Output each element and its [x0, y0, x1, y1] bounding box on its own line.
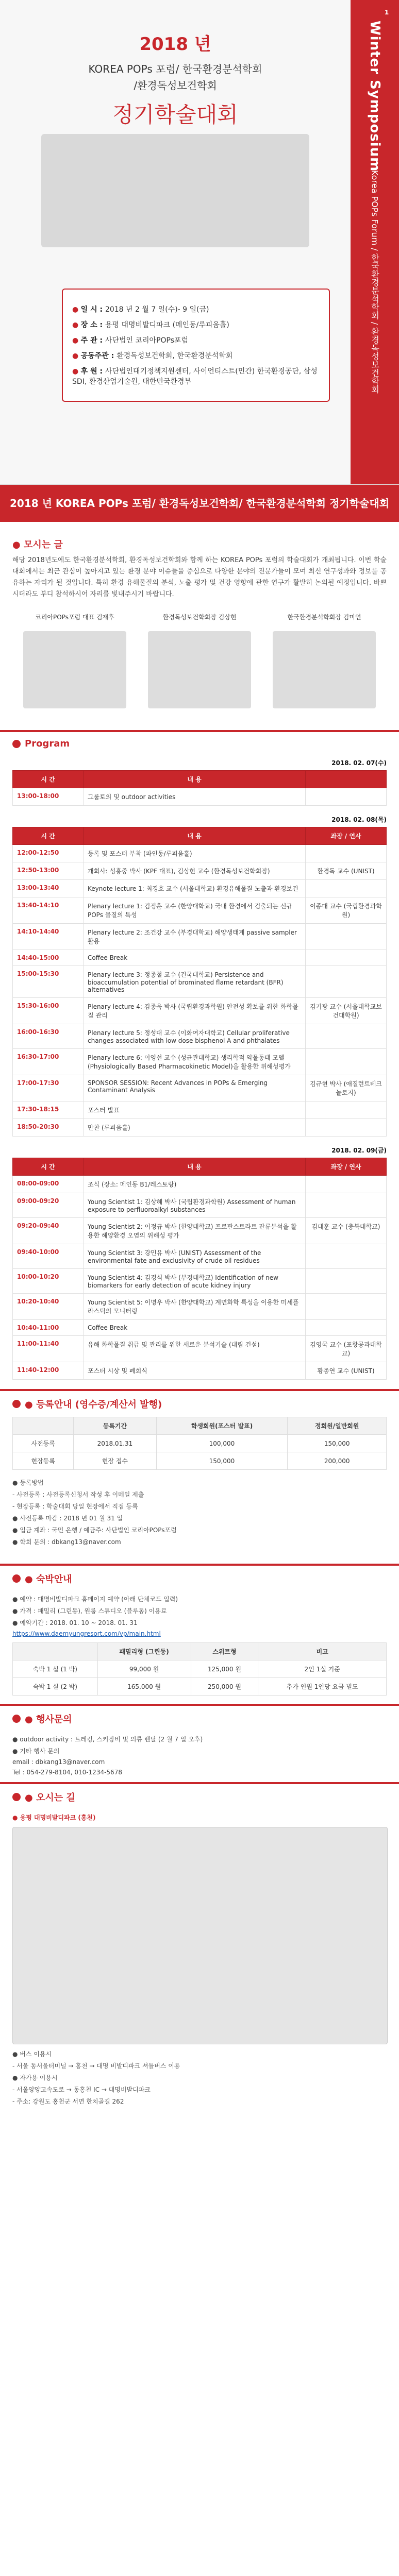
contact-line: ● outdoor activity : 트레킹, 스키장비 및 의류 렌탈 (2 월 7 일 오후) [12, 1736, 203, 1743]
registration-label: ● 등록안내 (영수증/계산서 발행) [25, 1399, 162, 1411]
room-header: 비고 [258, 1643, 387, 1660]
registration-note: - 사전등록 : 사전등록신청서 작성 후 이메일 제출 [12, 1491, 144, 1499]
schedule-speaker [306, 1049, 387, 1075]
schedule-time: 15:00-15:30 [13, 966, 84, 998]
person-photo [148, 631, 251, 708]
cover-info [62, 289, 330, 402]
schedule-time: 13:40-14:10 [13, 897, 84, 924]
fee-cell: 현장 접수 [74, 1452, 156, 1470]
schedule-content: 포스터 발표 [84, 1101, 306, 1119]
bullet-icon: ● [72, 321, 81, 329]
room-cell: 숙박 1 실 (2 박) [13, 1678, 98, 1696]
schedule-content: Plenary lecture 6: 이영선 교수 (성균관대학교) 생리학적 약물동태 모델 (Physiologically Based Pharmacokinetic Model)을 활용한 위해성평가 [84, 1049, 306, 1075]
schedule-row [13, 966, 387, 998]
room-cell: 추가 인원 1인당 요금 별도 [258, 1678, 387, 1696]
schedule-header: 내 용 [84, 1158, 306, 1176]
fee-cell: 사전등록 [13, 1435, 74, 1452]
schedule-time: 12:00-12:50 [13, 845, 84, 862]
fee-cell: 100,000 [156, 1435, 288, 1452]
person-photo [23, 631, 126, 708]
person-card [273, 613, 376, 708]
stripe-title: Winter Symposium [367, 21, 383, 172]
cover-year: 2018 년 [139, 34, 211, 55]
cover-info-label: 일 시 : [80, 306, 105, 314]
schedule-time: 16:30-17:00 [13, 1049, 84, 1075]
fee-header [13, 1417, 74, 1435]
schedule-speaker [306, 1176, 387, 1193]
contact [0, 1704, 399, 1776]
schedule-time: 13:00-13:40 [13, 880, 84, 897]
fee-cell: 200,000 [288, 1452, 387, 1470]
schedule-content: Plenary lecture 3: 정종철 교수 (건국대학교) Persistence and bioaccumulation potential of brominated flame retardant (BFR) alternatives [84, 966, 306, 998]
fee-header: 등록기간 [74, 1417, 156, 1435]
registration-note: ● 학회 문의 : dbkang13@naver.com [12, 1538, 121, 1546]
day2-date: 2018. 02. 08(목) [331, 816, 387, 824]
direction-line: - 서울 동서울터미널 → 홍천 → 대명 비발디파크 셔틀버스 이용 [12, 2062, 180, 2070]
contact-line: Tel : 054-279-8104, 010-1234-5678 [12, 1769, 122, 1776]
room-table [12, 1642, 387, 1696]
schedule-header: 좌장 / 연사 [306, 1158, 387, 1176]
fee-cell: 2018.01.31 [74, 1435, 156, 1452]
schedule-content: Young Scientist 5: 이명우 박사 (한양대학교) 계면화학 특성을 이용한 미세플라스틱의 모니터링 [84, 1294, 306, 1320]
registration-notes [0, 1478, 399, 1557]
schedule-speaker [306, 1244, 387, 1269]
schedule-time: 10:20-10:40 [13, 1294, 84, 1320]
schedule-content: Plenary lecture 4: 김종욱 박사 (국립환경과학원) 안전성 확보를 위한 화학물질 관리 [84, 998, 306, 1024]
schedule-content: Plenary lecture 2: 조건강 교수 (부경대학교) 해양생태계 passive sampler 활용 [84, 924, 306, 950]
room-row [13, 1660, 387, 1678]
schedule-time: 17:00-17:30 [13, 1075, 84, 1101]
person-caption: 코리아POPs포럼 대표 김재후 [35, 614, 114, 621]
schedule-row [13, 880, 387, 897]
bullet-icon: ● [72, 336, 81, 345]
fee-header: 학생회원(포스터 발표) [156, 1417, 288, 1435]
schedule-content: Young Scientist 4: 김경식 박사 (부경대학교) Identification of new biomarkers for early detection of acute kidney injury [84, 1269, 306, 1294]
schedule-row [13, 1362, 387, 1380]
schedule-content: Young Scientist 3: 강민유 박사 (UNIST) Assessment of the environmental fate and exclusivity of crude oil residues [84, 1244, 306, 1269]
schedule-speaker: 김대훈 교수 (충북대학교) [306, 1218, 387, 1244]
bullet-icon: ● [72, 367, 81, 376]
room-header: 패밀리형 (그린동) [97, 1643, 191, 1660]
cover-stripe [351, 0, 399, 484]
cover-info-item [72, 319, 320, 330]
day2-table [12, 827, 387, 1137]
schedule-speaker [306, 1269, 387, 1294]
schedule-speaker [306, 1101, 387, 1119]
world-map [41, 134, 309, 247]
schedule-header: 좌장 / 연사 [306, 827, 387, 845]
schedule-row [13, 845, 387, 862]
schedule-row [13, 788, 387, 806]
cover [0, 0, 399, 485]
cover-info-item [72, 366, 320, 386]
stripe-sub: Korea POPs Forum / 한국환경분석학회 / 환경독성보건학회 [370, 170, 380, 394]
room-cell: 125,000 원 [191, 1660, 258, 1678]
person-card [148, 613, 251, 708]
schedule-content: SPONSOR SESSION: Recent Advances in POPs & Emerging Contaminant Analysis [84, 1075, 306, 1101]
accommodation-line: ● 예약 : 대명비발디파크 홈페이지 예약 (아래 단체코드 입력) [12, 1596, 178, 1603]
schedule-row [13, 1193, 387, 1218]
bullet-icon: ● [72, 306, 81, 314]
schedule-row [13, 998, 387, 1024]
room-row [13, 1678, 387, 1696]
direction-line: ● 버스 이용시 [12, 2050, 52, 2058]
day1-table [12, 770, 387, 806]
schedule-header: 시 간 [13, 1158, 84, 1176]
cover-info-value: 2018 년 2 월 7 일(수)- 9 일(금) [105, 306, 209, 314]
schedule-content: Young Scientist 1: 김상혜 박사 (국립환경과학원) Assessment of human exposure to perfluoroalkyl substances [84, 1193, 306, 1218]
schedule-time: 14:40-15:00 [13, 950, 84, 966]
direction-line: - 주소: 강원도 홍천군 서면 한치골길 262 [12, 2098, 124, 2106]
contact-icon [12, 1715, 21, 1723]
directions-subtitle: ● 용평 대명비발디파크 (홍천) [12, 1814, 96, 1822]
schedule-row [13, 950, 387, 966]
person-photo [273, 631, 376, 708]
invitation [0, 485, 399, 730]
accommodation [0, 1564, 399, 1696]
schedule-speaker: 김영국 교수 (포항공과대학교) [306, 1336, 387, 1362]
schedule-speaker [306, 845, 387, 862]
bullet-icon: ● [72, 352, 81, 360]
schedule-speaker: 이종대 교수 (국립환경과학원) [306, 897, 387, 924]
schedule-row [13, 1244, 387, 1269]
person-caption: 한국환경분석학회장 김미연 [287, 614, 361, 621]
schedule-row [13, 1101, 387, 1119]
schedule-time: 17:30-18:15 [13, 1101, 84, 1119]
schedule-time: 10:40-11:00 [13, 1320, 84, 1336]
room-cell: 2인 1실 기준 [258, 1660, 387, 1678]
fee-cell: 150,000 [156, 1452, 288, 1470]
schedule-speaker: 김기광 교수 (서울대학교보건대학원) [306, 998, 387, 1024]
day3-table [12, 1158, 387, 1380]
directions-icon [12, 1793, 21, 1801]
cover-info-value: 사단법인대기정책지원센터, 사이언티스트(민간) 한국환경공단, 삼성SDI, 환경산업기술원, 대한민국환경부 [72, 367, 318, 386]
schedule-speaker [306, 1294, 387, 1320]
program-label: Program [25, 738, 70, 750]
cover-info-label: 공동주관 : [80, 352, 117, 360]
schedule-content: 유해 화학물질 취급 및 관리를 위한 새로운 분석기술 (대림 건설) [84, 1336, 306, 1362]
schedule-speaker: 황종연 교수 (UNIST) [306, 1362, 387, 1380]
contact-line: email : dbkang13@naver.com [12, 1758, 105, 1766]
schedule-time: 09:40-10:00 [13, 1244, 84, 1269]
directions-label: ● 오시는 길 [25, 1792, 75, 1804]
direction-line: - 서울양양고속도로 → 동홍천 IC → 대명비발디파크 [12, 2086, 151, 2094]
schedule-content: 개회사: 성홍중 박사 (KPF 대표), 김상현 교수 (환경독성보건학회장) [84, 862, 306, 880]
program-icon [12, 740, 21, 748]
schedule-content: Keynote lecture 1: 최경호 교수 (서울대학교) 환경유해물질 노출과 환경보건 [84, 880, 306, 897]
directions [0, 1782, 399, 2121]
schedule-header: 내 용 [84, 827, 306, 845]
schedule-row [13, 1024, 387, 1049]
schedule-speaker [306, 1193, 387, 1218]
schedule-row [13, 1075, 387, 1101]
registration-note: ● 입금 계좌 : 국민 은행 / 예금주: 사단법인 코리아POPs포럼 [12, 1527, 177, 1534]
schedule-row [13, 1320, 387, 1336]
invite-paragraph: 해당 2018년도에도 한국환경분석학회, 환경독성보건학회와 함께 하는 KOREA POPs 포럼의 학술대회가 개최됩니다. 이번 학술대회에서는 최근 관심이 높아지고 있는 환경 분야 이슈들을 중심으로 다양한 분야의 전문가들이 모여 최신 연구성과와 정보를 공유하는 자리가 될 것입니다. 특히 환경 유해물질의 분석, 노출 평가 및 건강 영향에 관한 연구가 활발히 논의될 예정입니다. 바쁘시더라도 부디 참석하시어 자리를 빛내주시기 바랍니다. [12, 556, 387, 599]
fee-cell: 150,000 [288, 1435, 387, 1452]
schedule-row [13, 1176, 387, 1193]
fee-cell: 현장등록 [13, 1452, 74, 1470]
accommodation-label: ● 숙박안내 [25, 1574, 72, 1585]
schedule-time: 11:00-11:40 [13, 1336, 84, 1362]
room-header: 스위트형 [191, 1643, 258, 1660]
contact-label: ● 행사문의 [25, 1714, 72, 1725]
schedule-content: Young Scientist 2: 이정규 박사 (한양대학교) 프로판스트라트 잔류분석을 활용한 해양환경 오염의 위해성 평가 [84, 1218, 306, 1244]
schedule-time: 09:20-09:40 [13, 1218, 84, 1244]
cover-main [0, 0, 351, 484]
schedule-speaker [306, 966, 387, 998]
schedule-speaker [306, 1320, 387, 1336]
person-caption: 환경독성보건학회장 김상현 [162, 614, 237, 621]
accommodation-line: ● 가격 : 패밀리 (그린동), 원룸 스튜디오 (블루동) 이용료 [12, 1607, 167, 1615]
accommodation-line: ● 예약기간 : 2018. 01. 10 ~ 2018. 01. 31 [12, 1619, 138, 1627]
room-cell: 165,000 원 [97, 1678, 191, 1696]
schedule-time: 11:40-12:00 [13, 1362, 84, 1380]
schedule-time: 15:30-16:00 [13, 998, 84, 1024]
schedule-time: 14:10-14:40 [13, 924, 84, 950]
schedule-content: 조식 (장소: 메인동 B1/레스토랑) [84, 1176, 306, 1193]
schedule-header [306, 771, 387, 788]
schedule-row [13, 924, 387, 950]
directions-lines [0, 2049, 399, 2106]
day3-date: 2018. 02. 09(금) [331, 1147, 387, 1155]
schedule-time: 18:50-20:30 [13, 1119, 84, 1137]
direction-line: ● 자가용 이용시 [12, 2074, 58, 2082]
program [0, 730, 399, 1380]
schedule-header: 시 간 [13, 827, 84, 845]
schedule-content: 포스터 시상 및 폐회식 [84, 1362, 306, 1380]
schedule-time: 10:00-10:20 [13, 1269, 84, 1294]
schedule-content: 만찬 (루피움홀) [84, 1119, 306, 1137]
registration-note: - 현장등록 : 학술대회 당일 현장에서 직접 등록 [12, 1503, 138, 1511]
registration [0, 1389, 399, 1557]
accommodation-lines [0, 1595, 399, 1627]
cover-info-label: 장 소 : [80, 321, 105, 329]
schedule-time: 08:00-09:00 [13, 1176, 84, 1193]
cover-line1: KOREA POPs 포럼/ 한국환경분석학회 [88, 63, 262, 75]
room-header [13, 1643, 98, 1660]
schedule-row [13, 1119, 387, 1137]
schedule-time: 09:00-09:20 [13, 1193, 84, 1218]
schedule-time: 13:00-18:00 [13, 788, 84, 806]
schedule-header: 내 용 [84, 771, 306, 788]
cover-info-value: 용평 대명비발디파크 (메인동/루피움홀) [105, 321, 229, 329]
contact-lines [0, 1735, 399, 1776]
schedule-speaker: 환경독 교수 (UNIST) [306, 862, 387, 880]
schedule-speaker [306, 924, 387, 950]
fees-table [12, 1417, 387, 1470]
schedule-content: Plenary lecture 1: 김정훈 교수 (한양대학교) 국내 환경에서 검출되는 신규 POPs 물질의 특성 [84, 897, 306, 924]
cover-title: 정기학술대회 [112, 102, 238, 127]
schedule-row [13, 897, 387, 924]
accommodation-icon [12, 1574, 21, 1583]
schedule-row [13, 1218, 387, 1244]
fee-row [13, 1452, 387, 1470]
contact-line: ● 기타 행사 문의 [12, 1748, 60, 1755]
cover-info-value: 사단법인 코리아POPs포럼 [105, 336, 189, 345]
cover-info-item [72, 304, 320, 314]
schedule-content: Plenary lecture 5: 정성대 교수 (이화여자대학교) Cellular proliferative changes associated with low dose bisphenol A and phthalates [84, 1024, 306, 1049]
registration-note: ● 사전등록 마감 : 2018 년 01 월 31 일 [12, 1515, 123, 1522]
schedule-time: 16:00-16:30 [13, 1024, 84, 1049]
schedule-row [13, 862, 387, 880]
cover-info-item [72, 350, 320, 361]
schedule-row [13, 1294, 387, 1320]
schedule-content: Coffee Break [84, 1320, 306, 1336]
invite-title: ● 모시는 글 [12, 539, 63, 550]
booking-link[interactable]: https://www.daemyungresort.com/vp/main.html [12, 1630, 161, 1638]
room-cell: 숙박 1 실 (1 박) [13, 1660, 98, 1678]
schedule-content: Coffee Break [84, 950, 306, 966]
cover-info-label: 후 원 : [80, 367, 105, 376]
schedule-speaker [306, 950, 387, 966]
schedule-speaker [306, 1119, 387, 1137]
cover-line2: /환경독성보건학회 [134, 79, 217, 92]
schedule-content: 등록 및 포스터 부착 (파인동/루피움홀) [84, 845, 306, 862]
cover-info-value: 환경독성보건학회, 한국환경분석학회 [117, 352, 233, 360]
schedule-row [13, 1336, 387, 1362]
registration-note: ● 등록방법 [12, 1479, 44, 1487]
schedule-speaker: 김규현 박사 (애질런트테크놀로지) [306, 1075, 387, 1101]
schedule-row [13, 1049, 387, 1075]
invite-head: 2018 년 KOREA POPs 포럼/ 환경독성보건학회/ 한국환경분석학회 정기학술대회 [0, 485, 399, 522]
schedule-header: 시 간 [13, 771, 84, 788]
schedule-speaker [306, 1024, 387, 1049]
registration-icon [12, 1400, 21, 1408]
fee-row [13, 1435, 387, 1452]
schedule-speaker [306, 788, 387, 806]
day1-date: 2018. 02. 07(수) [331, 759, 387, 767]
schedule-time: 12:50-13:00 [13, 862, 84, 880]
schedule-speaker [306, 880, 387, 897]
person-card [23, 613, 126, 708]
page-badge-1: 1 [379, 5, 394, 20]
schedule-row [13, 1269, 387, 1294]
cover-info-item [72, 335, 320, 345]
directions-map [12, 1827, 388, 2044]
room-cell: 99,000 원 [97, 1660, 191, 1678]
fee-header: 정회원/일반회원 [288, 1417, 387, 1435]
cover-info-label: 주 관 : [80, 336, 105, 345]
room-cell: 250,000 원 [191, 1678, 258, 1696]
people [12, 613, 387, 708]
schedule-content: 그룹토의 및 outdoor activities [84, 788, 306, 806]
